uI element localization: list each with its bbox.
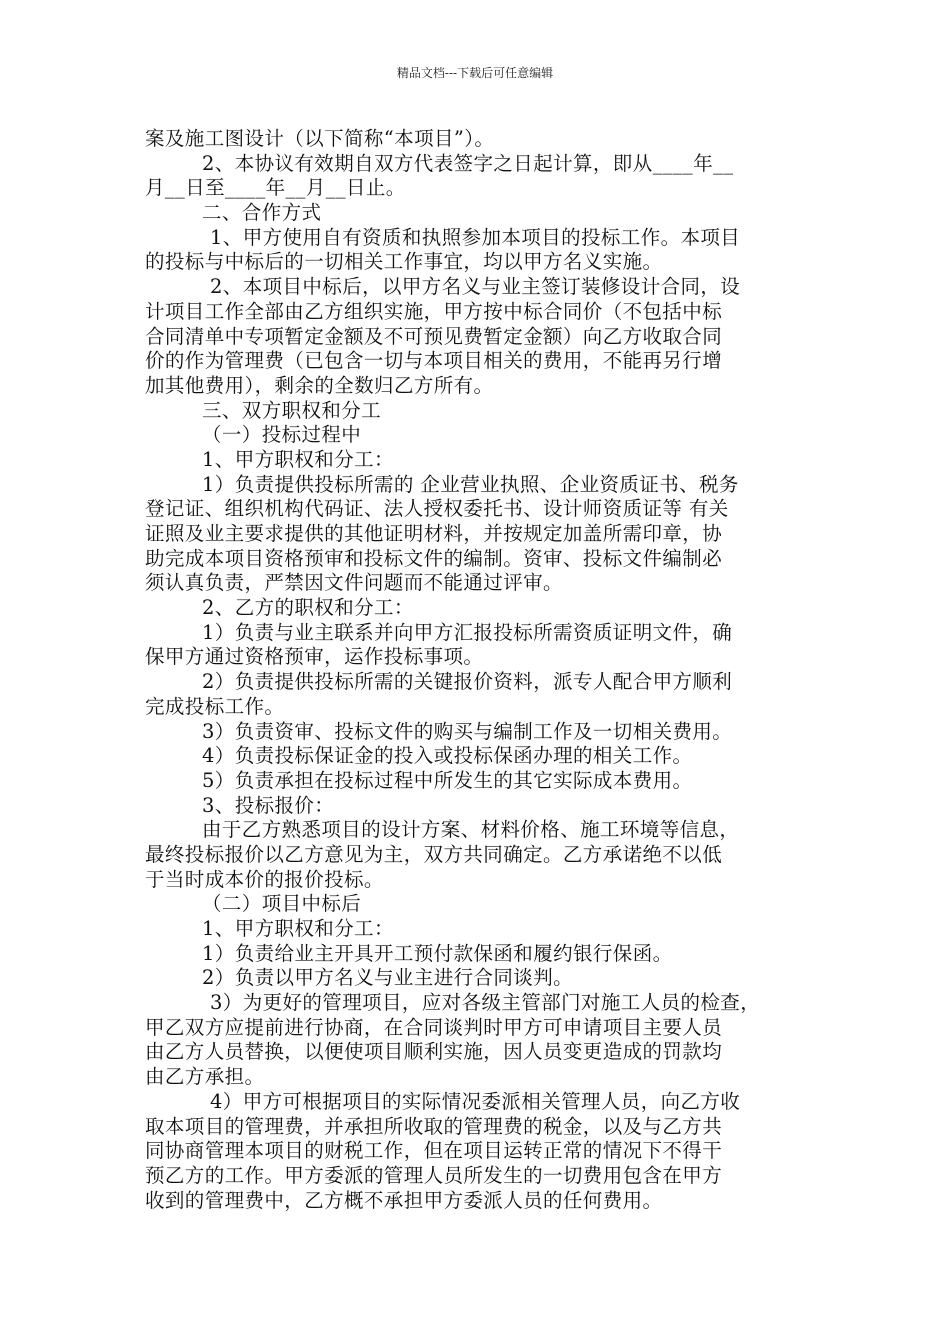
text-line: 证照及业主要求提供的其他证明材料，并按规定加盖所需印章，协 [145,522,723,545]
text-line: 案及施工图设计（以下简称“本项目”）。 [145,127,495,150]
text-line: 收到的管理费中，乙方概不承担甲方委派人员的任何费用。 [145,1188,663,1212]
text-line: 4）甲方可根据项目的实际情况委派相关管理人员，向乙方收 [210,1089,741,1113]
text-line: 1、甲方职权和分工： [202,917,394,940]
text-line: 4）负责投标保证金的投入或投标保函办理的相关工作。 [202,744,693,768]
text-line: （二）项目中标后 [202,892,362,916]
text-line: 5）负责承担在投标过程中所发生的其它实际成本费用。 [202,768,693,792]
text-line: 1）负责给业主开具开工预付款保函和履约银行保函。 [202,941,673,965]
text-line: 1、甲方职权和分工： [202,447,394,471]
text-line: 登记证、组织机构代码证、法人授权委托书、设计师资质证等 有关 [145,497,729,521]
text-line: 由乙方承担。 [145,1065,265,1089]
text-line: 价的作为管理费（已包含一切与本项目相关的费用，不能再另行增 [145,349,723,373]
text-line: 同协商管理本项目的财税工作，但在项目运转正常的情况下不得干 [145,1139,723,1163]
text-line: 2）负责提供投标所需的关键报价资料，派专人配合甲方顺利 [202,670,733,694]
text-line: 取本项目的管理费，并承担所收取的管理费的税金，以及与乙方共 [145,1114,723,1138]
text-line: 由乙方人员替换，以便使项目顺利实施，因人员变更造成的罚款均 [145,1040,723,1064]
text-line: 助完成本项目资格预审和投标文件的编制。资审、投标文件编制必 [145,546,723,570]
text-line: 2、乙方的职权和分工： [202,596,414,620]
text-line: 计项目工作全部由乙方组织实施，甲方按中标合同价（不包括中标 [145,299,723,323]
page-header: 精品文档---下载后可任意编辑 [396,66,554,80]
text-line: 3）负责资审、投标文件的购买与编制工作及一切相关费用。 [202,719,733,743]
text-line: 3）为更好的管理项目，应对各级主管部门对施工人员的检查， [210,991,761,1015]
text-line: 最终投标报价以乙方意见为主，双方共同确定。乙方承诺绝不以低 [145,842,723,866]
text-line: 2、本协议有效期自双方代表签字之日起计算，即从____年__ [202,151,734,175]
text-line: 加其他费用），剩余的全数归乙方所有。 [145,373,494,397]
text-line: 的投标与中标后的一切相关工作事宜，均以甲方名义实施。 [145,250,663,274]
text-line: 完成投标工作。 [145,694,285,718]
text-line: 保甲方通过资格预审，运作投标事项。 [145,645,484,669]
text-line: 二、合作方式 [202,201,322,225]
text-line: 1）负责与业主联系并向甲方汇报投标所需资质证明文件，确 [202,620,733,644]
text-line: 月__日至____年__月__日止。 [145,176,406,200]
text-line: 2）负责以甲方名义与业主进行合同谈判。 [202,966,574,990]
text-line: 须认真负责，严禁因文件问题而不能通过评审。 [145,571,563,595]
text-line: 1）负责提供投标所需的 企业营业执照、企业资质证书、税务 [202,472,739,496]
text-line: 1、甲方使用自有资质和执照参加本项目的投标工作。本项目 [210,225,741,249]
text-line: 于当时成本价的报价投标。 [145,867,384,891]
text-line: 2、本项目中标后，以甲方名义与业主签订装修设计合同，设 [210,275,741,299]
text-line: （一）投标过程中 [202,423,362,447]
text-line: 甲乙双方应提前进行协商，在合同谈判时甲方可申请项目主要人员 [145,1015,723,1039]
text-line: 三、双方职权和分工 [202,398,382,422]
document-body [145,127,813,1213]
text-line: 预乙方的工作。甲方委派的管理人员所发生的一切费用包含在甲方 [145,1163,723,1187]
text-line: 3、投标报价： [202,793,335,817]
text-line: 合同清单中专项暂定金额及不可预见费暂定金额）向乙方收取合同 [145,324,723,348]
text-line: 由于乙方熟悉项目的设计方案、材料价格、施工环境等信息， [202,818,740,842]
